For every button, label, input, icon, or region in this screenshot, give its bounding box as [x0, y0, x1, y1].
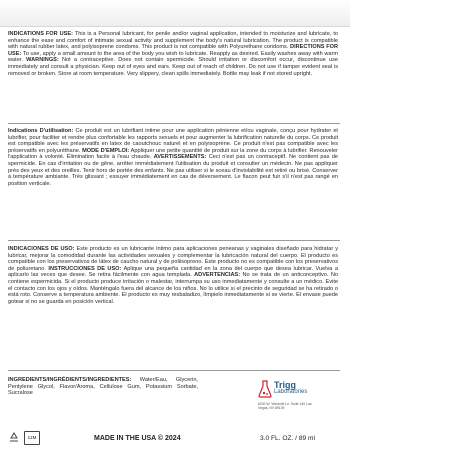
spanish-directions: Aplique una pequeña cantidad en la zona del cuerpo que desea lubricar. Vuelva a aplicarlo las veces que desee. Se retira fácilmente con agua templada. [8, 265, 338, 279]
english-heading: INDICATIONS FOR USE: [8, 31, 73, 37]
volume: 3.0 FL. OZ. / 89 ml [260, 435, 315, 442]
recycle-icon [8, 432, 20, 444]
ingredients-heading: INGREDIENTS/INGRÉDIENTS/INGREDIENTES: [8, 377, 132, 383]
spanish-directions-heading: INSTRUCCIONES DE USO: [48, 265, 122, 272]
logo-brand: Trigg [274, 380, 296, 390]
french-heading: Indications D'utilisation: [8, 128, 74, 134]
english-section [8, 31, 338, 77]
flask-icon [258, 380, 272, 398]
ingredients-text: Water/Eau, Glycerin, Pentylene Glycol, Flavor/Aroma, Cellulose Gum, Potassium Sorbate, Sucralose [8, 377, 198, 397]
divider [8, 123, 340, 124]
french-text: Ce produit est un lubrifiant intime pour une application pénienne et/ou vaginale, conçu pour hydrater et lubrifier, pour faciliter et rendre plus confortable les rapports sexuels et pour augmenter la lubrification naturelle du corps. Ce produit est compatible avec les préservatifs en latex de caoutchouc naturel et en polyisoprène. Ce produit n'est pas compatible avec les préservatifs en polyuréthane. [8, 128, 338, 154]
label-top-edge [0, 0, 350, 26]
english-directions-heading: DIRECTIONS FOR USE: [8, 44, 338, 57]
divider [8, 240, 340, 241]
divider [8, 370, 340, 371]
made-in-usa: MADE IN THE USA © 2024 [94, 435, 181, 442]
french-section [8, 128, 338, 187]
english-warnings-heading: WARNINGS: [26, 57, 59, 64]
english-warnings: Not a contraceptive. Does not contain spermicide. Should irritation or discomfort occur, discontinue use immediately and consult a physician. Keep out of eyes and ears. Keep out of reach of children. Do not use if tamper evident seal is removed or broken. Store at room temperature. Very slippery, clean spills immediately. Bottle may leak if not stored upright. [8, 57, 338, 77]
french-directions: Appliquer une petite quantité de produit sur la zone du corps à lubrifier. Renouveler l'application à volonté. Élimination facile à l'eau chaude. [8, 147, 339, 161]
english-text: This is a Personal lubricant, for penile and/or vaginal application, intended to moisturize and lubricate, to enhance the ease and comfort of intimate sexual activity and supplement the body's natural lubrication. The product is compatible with natural rubber latex, and polyisoprene condoms. This product is not compatible with Polyurethane condoms. [8, 31, 338, 51]
spanish-warnings: No se trata de un anticonceptivo. No contiene espermicida. Si el producto produce irritación o malestar, interrumpa su uso inmediatamente y consulte a un médico. Evite el contacto con los ojos y oídos. Manténgalo fuera del alcance de los niños. No lo utilice si el precinto de seguridad se ha retirado o está roto. Conserve a temperatura ambiente. El producto es muy resbaladizo, límpielo inmediatamente si se vierte. El envase puede gotear si no se guarda en posición vertical. [8, 272, 338, 305]
spanish-warnings-heading: ADVERTENCIAS: [194, 272, 241, 279]
english-directions: To use, apply a small amount to the area of the body you wish to lubricate. Reapply as desired. Easily washes away with warm water. [8, 50, 338, 64]
ingredients-section [8, 377, 198, 397]
pao-jar-icon [24, 431, 40, 445]
top-rule [0, 26, 350, 27]
badge-panel [350, 0, 450, 450]
french-warnings: Ceci n'est pas un contraceptif. Ne contient pas de spermicide. En cas d'irritation ou de gêne, arrêter immédiatement l'utilisation du produit et consulter un médecin. Ne pas appliquer près des yeux et des oreilles. Tenir hors de portée des enfants. Ne pas utiliser si le sceau d'inviolabilité est retiré ou brisé. Conserver à température ambiante. Très glissant ; essuyer immédiatement en cas de déversement. Le flacon peut fuir s'il n'est pas rangé en position verticale. [8, 154, 339, 187]
spanish-text: Este producto es un lubricante íntimo para aplicaciones peneanas y vaginales diseñado para hidratar y lubricar, mejorar la comodidad durante las actividades sexuales y complementar la lubricación natural del cuerpo. El producto es compatible con los preservativos de látex de caucho natural y de poliisopreno. Este producto no es compatible con los preservativos de poliuretano. [8, 246, 339, 272]
logo-address: 6200 W. Windmill Ln. Suite 140 Las Vegas, NV 89139 [258, 402, 312, 411]
french-warnings-heading: AVERTISSEMENTS: [153, 154, 207, 161]
pao-label: 12M [27, 435, 37, 440]
spanish-section [8, 246, 338, 305]
logo-sub: Laboratories [274, 389, 308, 395]
footer [0, 428, 350, 450]
trigg-logo [258, 380, 338, 402]
french-directions-heading: MODE D'EMPLOI: [82, 147, 130, 154]
spanish-heading: INDICACIONES DE USO: [8, 246, 75, 252]
